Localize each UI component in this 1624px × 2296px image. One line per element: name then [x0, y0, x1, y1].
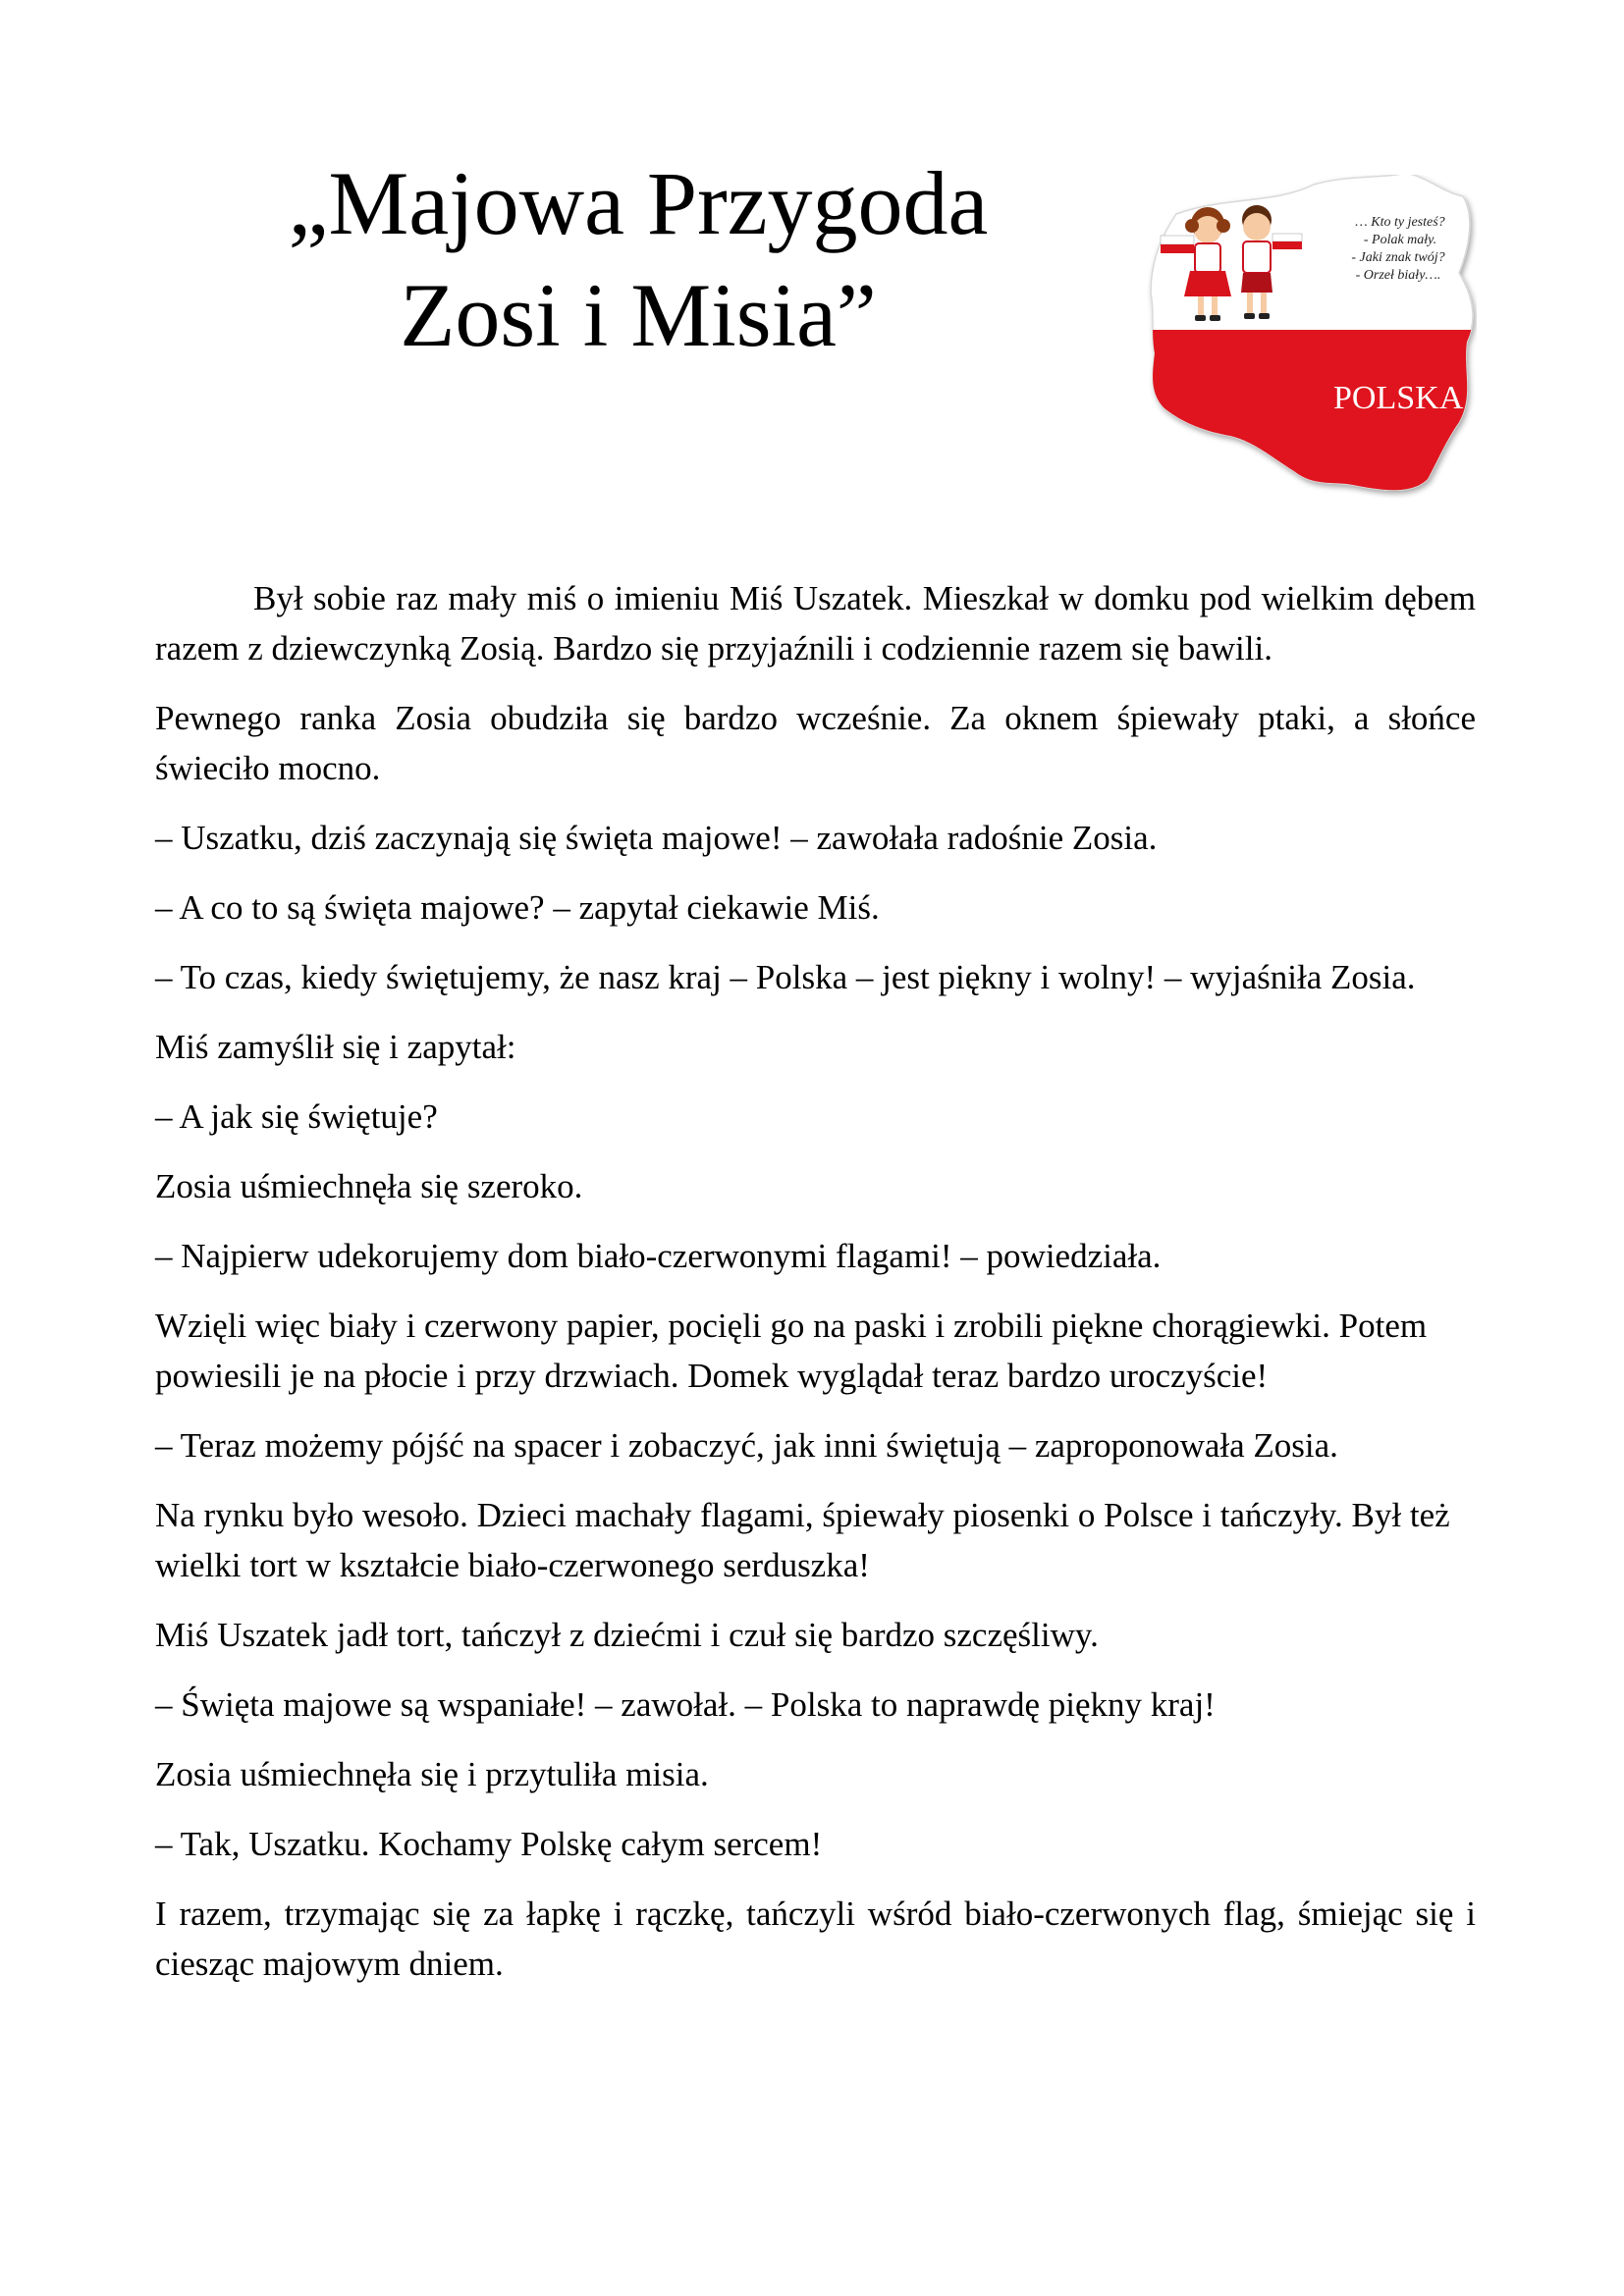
- story-paragraph: – A co to są święta majowe? – zapytał ciekawie Miś.: [155, 888, 880, 927]
- story-paragraph: Miś zamyślił się i zapytał:: [155, 1028, 516, 1066]
- story-paragraph: Miś Uszatek jadł tort, tańczył z dziećmi i czuł się bardzo szczęśliwy.: [155, 1616, 1099, 1654]
- poem-line-3: - Jaki znak twój?: [1351, 250, 1445, 265]
- poem-line-2: - Polak mały.: [1363, 233, 1437, 247]
- title-line-2: Zosi i Misia”: [400, 265, 877, 365]
- polska-label: POLSKA: [1333, 380, 1464, 416]
- poem-line-4: - Orzeł biały….: [1355, 268, 1441, 283]
- story-paragraph: Zosia uśmiechnęła się szeroko.: [155, 1167, 583, 1205]
- poland-map-logo: [1147, 175, 1477, 504]
- story-paragraph: – Teraz możemy pójść na spacer i zobaczyć, jak inni świętują – zaproponowała Zosia.: [155, 1426, 1338, 1465]
- map-red-band: [1147, 330, 1477, 504]
- story-paragraph: – Uszatku, dziś zaczynają się święta majowe! – zawołała radośnie Zosia.: [155, 819, 1158, 857]
- story-paragraph: – Święta majowe są wspaniałe! – zawołał. – Polska to naprawdę piękny kraj!: [155, 1685, 1216, 1724]
- poem-line-1: … Kto ty jesteś?: [1355, 215, 1445, 230]
- title-line-1: „Majowa Przygoda: [288, 153, 989, 253]
- story-body: [155, 573, 1476, 2008]
- story-paragraph: Na rynku było wesoło. Dzieci machały flagami, śpiewały piosenki o Polsce i tańczyły. Był też wielki tort w kształcie biało-czerwonego serduszka!: [155, 1496, 1450, 1584]
- story-title: [226, 147, 1051, 371]
- story-paragraph: – Najpierw udekorujemy dom biało-czerwonymi flagami! – powiedziała.: [155, 1237, 1162, 1275]
- story-paragraph: Pewnego ranka Zosia obudziła się bardzo wcześnie. Za oknem śpiewały ptaki, a słońce świeciło mocno.: [155, 699, 1476, 787]
- story-paragraph: – To czas, kiedy świętujemy, że nasz kraj – Polska – jest piękny i wolny! – wyjaśniła Zosia.: [155, 958, 1416, 996]
- story-paragraph: Wzięli więc biały i czerwony papier, pocięli go na paski i zrobili piękne chorągiewki. Potem powiesili je na płocie i przy drzwiach. Domek wyglądał teraz bardzo uroczyście!: [155, 1307, 1428, 1395]
- story-paragraph: Był sobie raz mały miś o imieniu Miś Uszatek. Mieszkał w domku pod wielkim dębem razem z dziewczynką Zosią. Bardzo się przyjaźnili i codziennie razem się bawili.: [155, 579, 1476, 667]
- story-paragraph: – Tak, Uszatku. Kochamy Polskę całym sercem!: [155, 1825, 823, 1863]
- story-paragraph: Zosia uśmiechnęła się i przytuliła misia.: [155, 1755, 709, 1793]
- story-paragraph: I razem, trzymając się za łapkę i rączkę, tańczyli wśród biało-czerwonych flag, śmiejąc się i ciesząc majowym dniem.: [155, 1895, 1476, 1983]
- story-paragraph: – A jak się świętuje?: [155, 1097, 438, 1136]
